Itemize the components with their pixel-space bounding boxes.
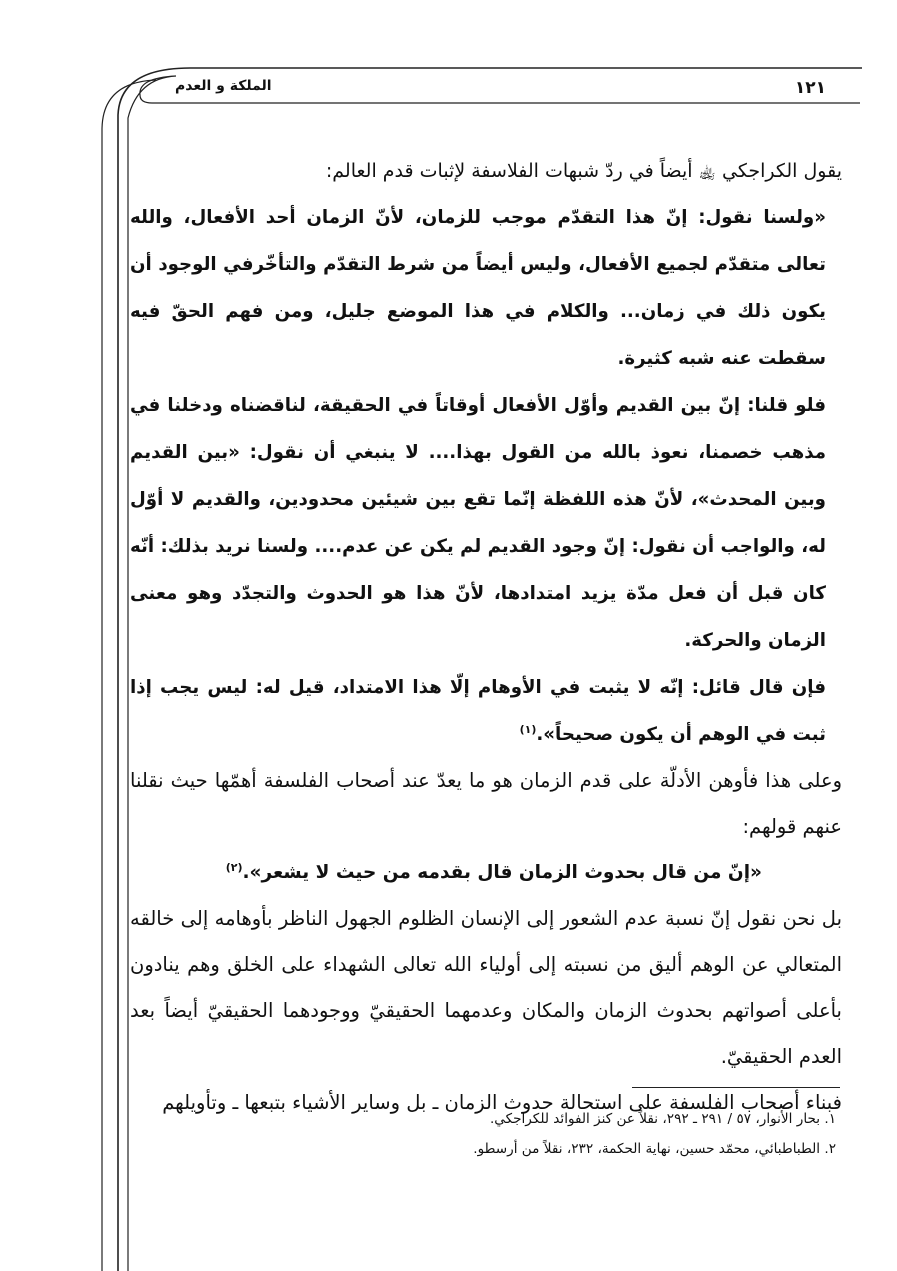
page-number: ١٢١: [794, 78, 826, 98]
footnote-ref[interactable]: (٢): [225, 860, 243, 874]
footnote: ٢. الطباطبائي، محمّد حسين، نهاية الحكمة، ٢٣٢، نقلاً من أرسطو.: [473, 1141, 836, 1157]
footnote-divider: [632, 1087, 840, 1088]
quote-text: «إنّ من قال بحدوث الزمان قال بقدمه من حيث لا يشعر».: [242, 862, 762, 883]
footnote-ref[interactable]: (١): [519, 722, 537, 736]
body-paragraph: بل نحن نقول إنّ نسبة عدم الشعور إلى الإنسان الظلوم الجهول الناظر بأوهامه إلى خالقه المتعالي عن الوهم أليق من نسبته إلى أولياء الله تعالى الشهداء على الخلق وهم ينادون بأعلى أصواتهم بحدوث الزمان والمكان وعدمهما الحقيقيّ ووجودهما الحقيقيّ أيضاً بعد العدم الحقيقيّ.: [130, 907, 842, 1068]
quote-paragraph: «ولسنا نقول: إنّ هذا التقدّم موجب للزمان، لأنّ الزمان أحد الأفعال، والله تعالى متقدّم لجميع الأفعال، وليس أيضاً من شرط التقدّم والتأخّرفي الوجود أن يكون ذلك في زمان... والكلام في هذا الموضع جليل، ومن فهم الحقّ فيه سقطت عنه شبه كثيرة.: [130, 207, 826, 369]
body-paragraph: وعلى هذا فأوهن الأدلّة على قدم الزمان هو ما يعدّ عند أصحاب الفلسفة أهمّها حيث نقلنا عنهم قولهم:: [130, 769, 842, 838]
footnotes: [300, 1104, 836, 1164]
footnote: ١. بحار الأنوار، ٥٧ / ٢٩١ ـ ٢٩٢، نقلاً عن كنز الفوائد للكراجكي.: [489, 1111, 836, 1127]
running-title: الملكة و العدم: [175, 78, 272, 94]
quote-paragraph: فلو قلنا: إنّ بين القديم وأوّل الأفعال أوقاتاً في الحقيقة، لناقضناه ودخلنا في مذهب خصمنا، نعوذ بالله من القول بهذا.... لا ينبغي أن نقول: «بين القديم وبين المحدث»، لأنّ هذه اللفظة إنّما تقع بين شيئين محدودين، والقديم لا أوّل له، والواجب أن نقول: إنّ وجود القديم لم يكن عن عدم.... ولسنا نريد بذلك: أنّه كان قبل أن فعل مدّة يزيد امتدادها، لأنّ هذا هو الحدوث والتجدّد وهو معنى الزمان والحركة.: [130, 395, 826, 651]
intro-paragraph: يقول الكراجكي ﵀ أيضاً في ردّ شبهات الفلاسفة لإثبات قدم العالم:: [325, 160, 842, 182]
quote-text: فإن قال قائل: إنّه لا يثبت في الأوهام إلّا هذا الامتداد، قيل له: ليس يجب إذا ثبت في الوهم أن يكون صحيحاً».: [130, 677, 826, 745]
body-paragraph: فبناء أصحاب الفلسفة على استحالة حدوث الزمان ـ بل وساير الأشياء بتبعها ـ وتأويلهم: [162, 1091, 842, 1114]
body-text: [130, 148, 842, 1126]
aristotle-quote: [130, 850, 842, 896]
quote-paragraph: [130, 664, 842, 758]
